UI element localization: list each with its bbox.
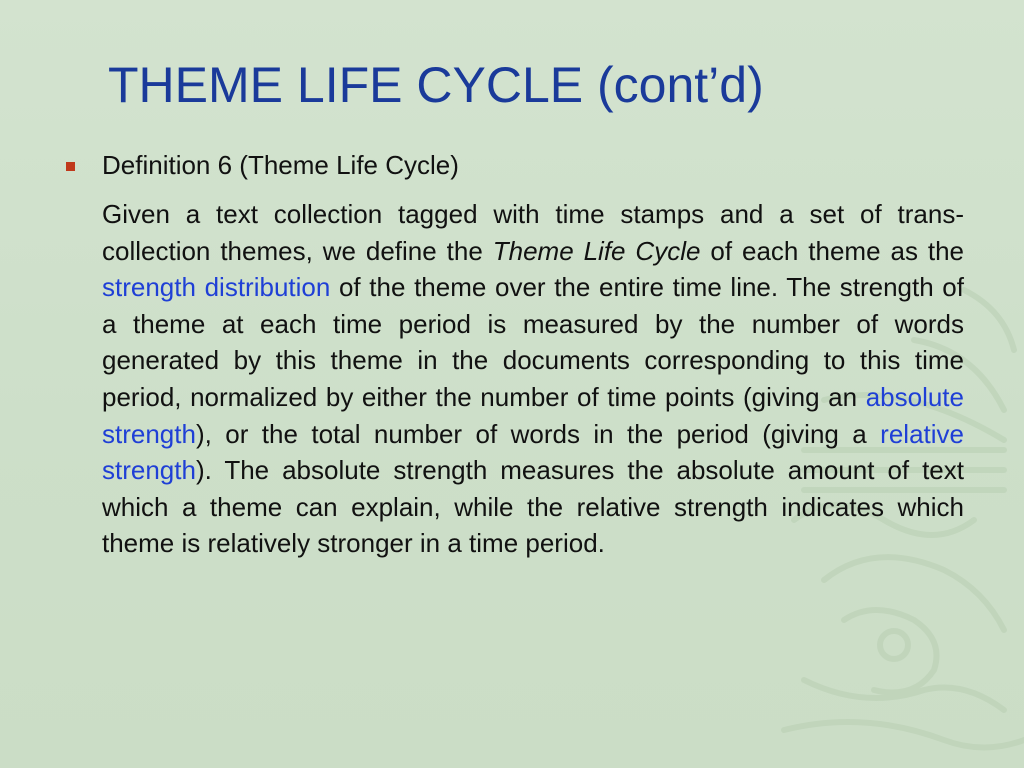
term-theme-life-cycle: Theme Life Cycle <box>492 235 701 266</box>
highlight-absolute-strength: absolute strength <box>102 381 964 449</box>
paragraph-text: of the theme over the entire time line. The strength of a theme at each time period is measured by the number of words generated by this theme in the documents corresponding to this time period, normalized by either the number of time points (giving an <box>102 272 964 412</box>
highlight-relative-strength: relative strength <box>102 418 964 486</box>
highlight-strength-distribution: strength distribution <box>102 272 331 303</box>
paragraph-text: of each theme as the <box>700 235 965 266</box>
square-bullet-icon <box>66 162 75 171</box>
paragraph-text: Given a text collection tagged with time stamps and a set of trans-collection themes, we define the <box>102 199 964 266</box>
definition-paragraph <box>102 196 964 562</box>
slide-title: THEME LIFE CYCLE (cont’d) <box>108 57 764 113</box>
bullet-heading: Definition 6 (Theme Life Cycle) <box>102 150 459 180</box>
paragraph-text: ). The absolute strength measures the absolute amount of text which a theme can explain, while the relative strength indicates which theme is relatively stronger in a time period. <box>102 455 964 559</box>
paragraph-text: ), or the total number of words in the period (giving a <box>195 418 881 449</box>
